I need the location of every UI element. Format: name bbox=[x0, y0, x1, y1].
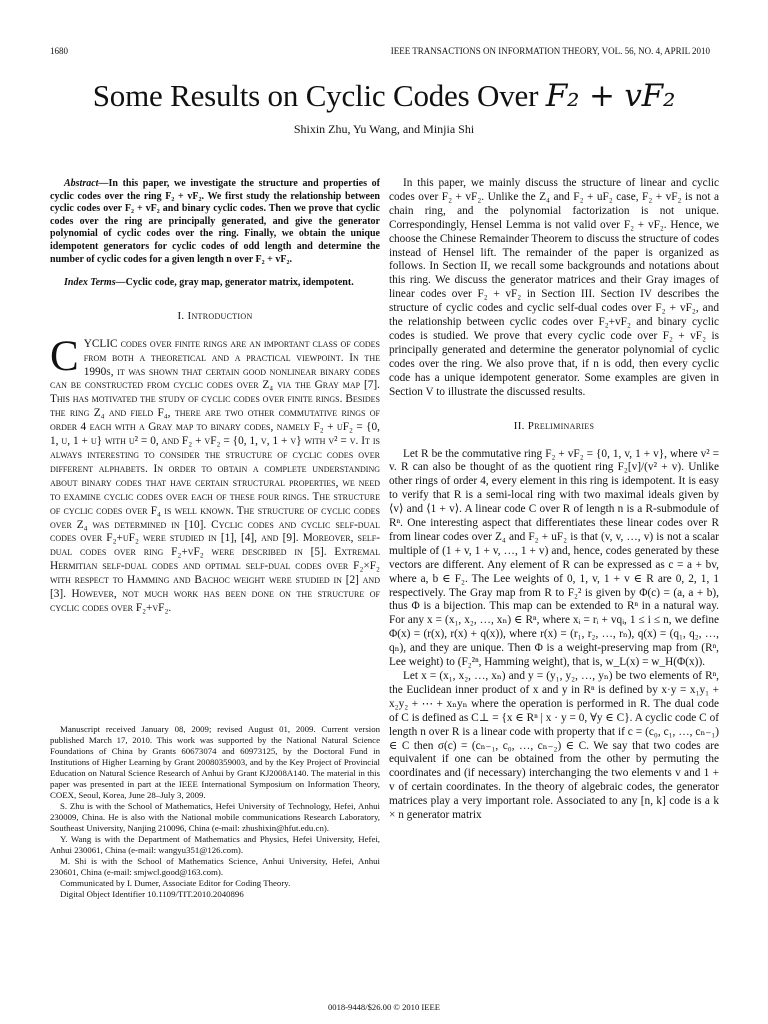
preliminaries-paragraph-1: Let R be the commutative ring F₂ + vF₂ = {0, 1, v, 1 + v}, where v² = v. R can also be thought of as the quotient ring F₂[v]/(v² + v). Unlike other rings of order 4, every element in this ring is idempotent. It is easy to verify that R is a semi-local ring with two maximal ideals given by ⟨v⟩ and ⟨1 + v⟩. A linear code C over R of length n is a R-submodule of Rⁿ. One interesting aspect that differentiates these linear codes over R from linear codes over Z₄ and F₂ + uF₂ is that (v, v, …, v) is not a scalar multiple of (1 + v, 1 + v, …, 1 + v) and, hence, codes generated by these vectors are different. Any element of R can be expressed as c = a + bv, where a, b ∈ F₂. The Lee weights of 0, 1, v, 1 + v ∈ R are 0, 2, 1, 1 respectively. The Gray map from R to F₂² is given by Φ(c) = (a, a + b), thus Φ is a bijection. This map can be extended to Rⁿ in a natural way. For any x = (x₁, x₂, …, xₙ) ∈ Rⁿ, where xᵢ = rᵢ + vqᵢ, 1 ≤ i ≤ n, we define Φ(x) = (r(x), r(x) + q(x)), where r(x) = (r₁, r₂, …, rₙ), q(x) = (q₁, q₂, …, qₙ), and they are unique. Then Φ is a weight-preserving map from (Rⁿ, Lee weight) to (F₂²ⁿ, Hamming weight), that is, w_L(x) = w_H(Φ(x)). bbox=[389, 447, 719, 669]
title-text: Some Results on Cyclic Codes Over bbox=[92, 78, 546, 113]
section-heading-introduction: I. Introduction bbox=[177, 309, 253, 322]
footnote-manuscript: Manuscript received January 08, 2009; revised August 01, 2009. Current version published March 17, 2010. This work was supported by the National Natural Science Foundations of China by Grants 60673074 and 60973125, by the Doctoral Fund in Institutions of Higher Learning by Grant 20080359003, and by the Key Project of Provincial Education on Natural Science Research of Anhui by Grant KJ2008A140. The material in this paper was presented in part at the IEEE International Symposium on Information Theory, COEX, Seoul, Korea, June 28–July 3, 2009. bbox=[50, 724, 380, 800]
drop-cap: C bbox=[50, 332, 79, 380]
intro-continuation: In this paper, we mainly discuss the structure of linear and cyclic codes over F₂ + vF₂. Unlike the Z₄ and F₂ + uF₂ case, F₂ + vF₂ is not a chain ring, and the polynomial factorization is not unique. Correspondingly, Hensel Lemma is not valid over F₂ + vF₂. Hence, we choose the Chinese Remainder Theorem to discuss the structure of codes instead of Hensel lift. The remainder of the paper is organized as follows. In Section II, we recall some backgrounds and notations about this ring. We discuss the generator matrices and their Gray images of linear codes over F₂ + vF₂ in Section III. Section IV describes the structure of cyclic codes and cyclic self-dual codes over F₂ + vF₂, and the relationship between cyclic codes over F₂+vF₂ and binary cyclic codes is studied. We prove that every cyclic code over F₂ + vF₂ is principally generated and determine the generator polynomial of cyclic codes over the ring. We also prove that, if n is odd, then every cyclic code has a unique idempotent generator. Some examples are given in Section V to illustrate the discussed results. bbox=[389, 177, 719, 398]
footnotes bbox=[50, 724, 380, 900]
index-terms-label: Index Terms— bbox=[64, 277, 126, 289]
copyright-footer: 0018-9448/$26.00 © 2010 IEEE bbox=[327, 1002, 441, 1012]
introduction-text: YCLIC codes over finite rings are an important class of codes from both a theoretical and a practical viewpoint. In the 1990s, it was shown that certain good nonlinear binary codes can be constructed from cyclic codes over Z₄ via the Gray map [7]. This has motivated the study of cyclic codes over finite rings. Besides the ring Z₄ and field F₄, there are two other commutative rings of order 4 each with a Gray map to binary codes, namely F₂ + uF₂ = {0, 1, u, 1 + u} with u² = 0, and F₂ + vF₂ = {0, 1, v, 1 + v} with v² = v. It is always interesting to consider the structure of cyclic codes over different alphabets. In order to obtain a complete understanding about binary codes that have certain structural properties, we need to examine cyclic codes over each of these four rings. The structure of cyclic codes over F₄ is well known. The structure of cyclic codes over Z₄ was determined in [10]. Cyclic codes and cyclic self-dual codes over F₂+uF₂ were studied in [1], [4], and [9]. Moreover, self-dual codes over ring F₂+vF₂ were described in [5]. Extremal Hermitian self-dual codes and optimal self-dual codes over F₂×F₂ with respect to Hamming and Bachoc weight were studied in [2] and [3]. However, not much work has been done on the structure of cyclic codes over F₂+vF₂. bbox=[50, 337, 380, 614]
authors: Shixin Zhu, Yu Wang, and Minjia Shi bbox=[293, 122, 475, 136]
footnote-communicated: Communicated by I. Dumer, Associate Editor for Coding Theory. bbox=[60, 878, 291, 888]
section-heading-preliminaries: II. Preliminaries bbox=[513, 419, 595, 432]
index-terms-text: Cyclic code, gray map, generator matrix, idempotent. bbox=[125, 277, 354, 289]
footnote-doi: Digital Object Identifier 10.1109/TIT.2010.2040896 bbox=[60, 889, 244, 899]
introduction-paragraph bbox=[50, 332, 380, 616]
abstract bbox=[50, 178, 380, 266]
paper-title bbox=[0, 78, 768, 114]
footnote-author-wang: Y. Wang is with the Department of Mathematics and Physics, Hefei University, Hefei, Anhui 230061, China (e-mail: wangyu351@126.com). bbox=[50, 834, 380, 855]
footnote-author-zhu: S. Zhu is with the School of Mathematics, Hefei University of Technology, Hefei, Anhui 230009, China. He is also with the National mobile communications Research Laboratory, Southeast University, Nanjing 210096, China (e-mail: zhushixin@hfut.edu.cn). bbox=[50, 801, 380, 833]
page-number: 1680 bbox=[50, 46, 68, 56]
journal-header: IEEE TRANSACTIONS ON INFORMATION THEORY, VOL. 56, NO. 4, APRIL 2010 bbox=[390, 46, 710, 56]
preliminaries-paragraph-2: Let x = (x₁, x₂, …, xₙ) and y = (y₁, y₂, …, yₙ) be two elements of Rⁿ, the Euclidean inner product of x and y in Rⁿ is defined by x·y = x₁y₁ + x₂y₂ + ⋯ + xₙyₙ where the operation is performed in R. The dual code of C is defined as C⊥ = {x ∈ Rⁿ | x · y = 0, ∀y ∈ C}. A cyclic code C of length n over R is a linear code with property that if c = (c₀, c₁, …, cₙ₋₁) ∈ C then σ(c) = (cₙ₋₁, c₀, …, cₙ₋₂) ∈ C. We say that two codes are equivalent if one can be obtained from the other by permuting the coordinates and (if necessary) interchanging the two elements v and 1 + v of certain coordinates. In the theory of algebraic codes, the generator matrices play a very important role. Associated to any [n, k] code is a k × n generator matrix bbox=[389, 670, 719, 822]
footnote-author-shi: M. Shi is with the School of Mathematics Science, Anhui University, Hefei, Anhui 230601, China (e-mail: smjwcl.good@163.com). bbox=[50, 856, 380, 877]
abstract-label: Abstract— bbox=[64, 178, 109, 189]
abstract-text: In this paper, we investigate the structure and properties of cyclic codes over the ring F₂ + vF₂. We first study the relationship between cyclic codes over F₂ + vF₂ and binary cyclic codes. Then we prove that cyclic codes over the ring are principally generated, and give the generator polynomial of cyclic codes over the ring. Finally, we obtain the unique idempotent generators for cyclic codes of odd length and determine the number of cyclic codes for a given length n over F₂ + vF₂. bbox=[50, 178, 380, 265]
title-math: F₂ + vF₂ bbox=[545, 78, 676, 114]
index-terms bbox=[50, 277, 380, 290]
left-column bbox=[50, 178, 380, 616]
right-column bbox=[389, 177, 719, 823]
